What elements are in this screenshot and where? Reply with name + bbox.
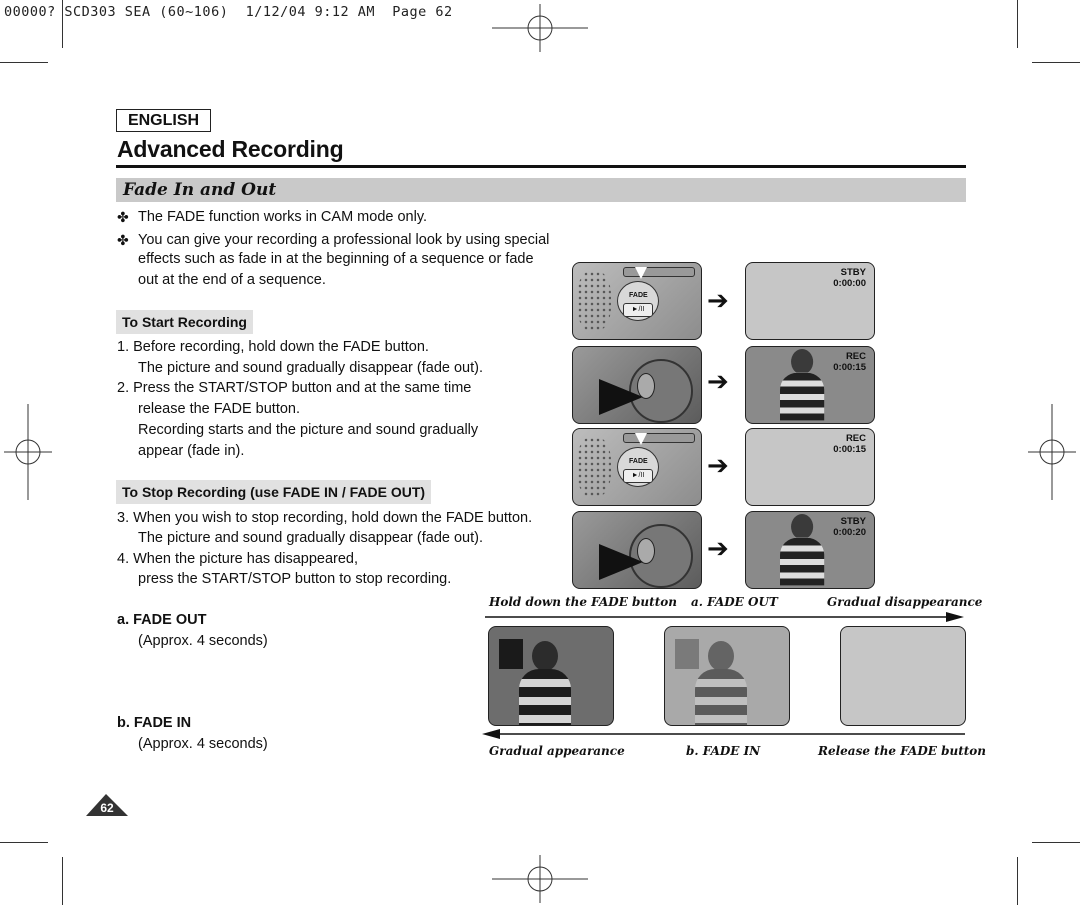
- caption-fade-in: b. FADE IN: [686, 744, 761, 758]
- print-header: 00000? SCD303 SEA (60~106) 1/12/04 9:12 AM Page 62: [4, 4, 453, 20]
- screen-time: 0:00:15: [833, 362, 866, 373]
- page-title: Advanced Recording: [117, 136, 344, 162]
- start-recording-heading: To Start Recording: [116, 310, 253, 334]
- viewfinder-screen: [745, 262, 875, 340]
- step-1-line-2: The picture and sound gradually disappear (fade out).: [138, 360, 483, 376]
- right-arrow-icon: ➔: [707, 450, 729, 480]
- intro-bullet-2-line-3: out at the end of a sequence.: [138, 272, 326, 288]
- caption-hold-fade: Hold down the FADE button: [489, 595, 677, 609]
- step-3-line-2: The picture and sound gradually disappear (fade out).: [138, 530, 483, 546]
- page-number: 62: [100, 801, 114, 815]
- screen-status: REC: [845, 351, 866, 362]
- screen-time: 0:00:20: [833, 527, 866, 538]
- stop-recording-heading: To Stop Recording (use FADE IN / FADE OUT): [116, 480, 431, 504]
- play-pause-button-label: ►/II: [623, 303, 653, 317]
- child-photo: [780, 349, 824, 420]
- camcorder-start-stop-illustration: [572, 346, 702, 424]
- bullet-icon: ✤: [117, 209, 129, 225]
- screen-status: STBY: [840, 267, 866, 278]
- language-label: ENGLISH: [116, 109, 211, 132]
- viewfinder-screen: [745, 428, 875, 506]
- intro-bullet-2-line-2: effects such as fade in at the beginning of a sequence or fade: [138, 251, 534, 267]
- play-pause-button-label: ►/II: [623, 469, 653, 483]
- right-arrow-icon: ➔: [707, 366, 729, 396]
- fade-in-detail: (Approx. 4 seconds): [138, 736, 268, 752]
- step-2-line-3: Recording starts and the picture and sound gradually: [138, 422, 479, 438]
- viewfinder-screen: [745, 511, 875, 589]
- section-title: Fade In and Out: [123, 180, 277, 200]
- step-2-line-4: appear (fade in).: [138, 443, 245, 459]
- screen-time: 0:00:15: [833, 444, 866, 455]
- caption-gradual-disappearance: Gradual disappearance: [827, 595, 983, 609]
- step-2-line-2: release the FADE button.: [138, 401, 301, 417]
- screen-status: STBY: [840, 516, 866, 527]
- camcorder-fade-button-illustration: [572, 428, 702, 506]
- intro-bullet-2-line-1: You can give your recording a professional look by using special: [138, 232, 550, 248]
- page-number-badge: [84, 792, 130, 823]
- step-3-line-1: 3. When you wish to stop recording, hold down the FADE button.: [117, 510, 533, 526]
- right-arrow-icon: ➔: [707, 533, 729, 563]
- fade-in-label: b. FADE IN: [117, 715, 192, 731]
- bullet-icon: ✤: [117, 232, 129, 248]
- fade-frame-blank: [840, 626, 966, 726]
- child-photo: [780, 514, 824, 585]
- right-arrow-icon: ➔: [707, 285, 729, 315]
- intro-bullet-1: The FADE function works in CAM mode only.: [138, 209, 428, 225]
- fade-button-label: FADE: [629, 292, 648, 299]
- press-arrow-icon: [599, 544, 643, 580]
- title-divider: [116, 165, 966, 168]
- step-4-line-1: 4. When the picture has disappeared,: [117, 551, 359, 567]
- fade-out-label: a. FADE OUT: [117, 612, 207, 628]
- fade-frame-full-picture: [488, 626, 614, 726]
- fade-in-timeline-arrow: [480, 724, 970, 744]
- camcorder-fade-button-illustration: [572, 262, 702, 340]
- fade-out-timeline-arrow: [480, 608, 970, 628]
- step-1-line-1: 1. Before recording, hold down the FADE button.: [117, 339, 429, 355]
- child-photo: [519, 641, 571, 725]
- child-photo: [695, 641, 747, 725]
- viewfinder-screen: [745, 346, 875, 424]
- camcorder-start-stop-illustration: [572, 511, 702, 589]
- fade-frame-half-faded: [664, 626, 790, 726]
- caption-gradual-appearance: Gradual appearance: [489, 744, 625, 758]
- step-2-line-1: 2. Press the START/STOP button and at the same time: [117, 380, 472, 396]
- step-4-line-2: press the START/STOP button to stop recording.: [138, 571, 452, 587]
- fade-out-detail: (Approx. 4 seconds): [138, 633, 268, 649]
- caption-release-fade: Release the FADE button: [818, 744, 987, 758]
- press-arrow-icon: [599, 379, 643, 415]
- fade-button-label: FADE: [629, 458, 648, 465]
- screen-status: REC: [845, 433, 866, 444]
- caption-fade-out: a. FADE OUT: [691, 595, 778, 609]
- screen-time: 0:00:00: [833, 278, 866, 289]
